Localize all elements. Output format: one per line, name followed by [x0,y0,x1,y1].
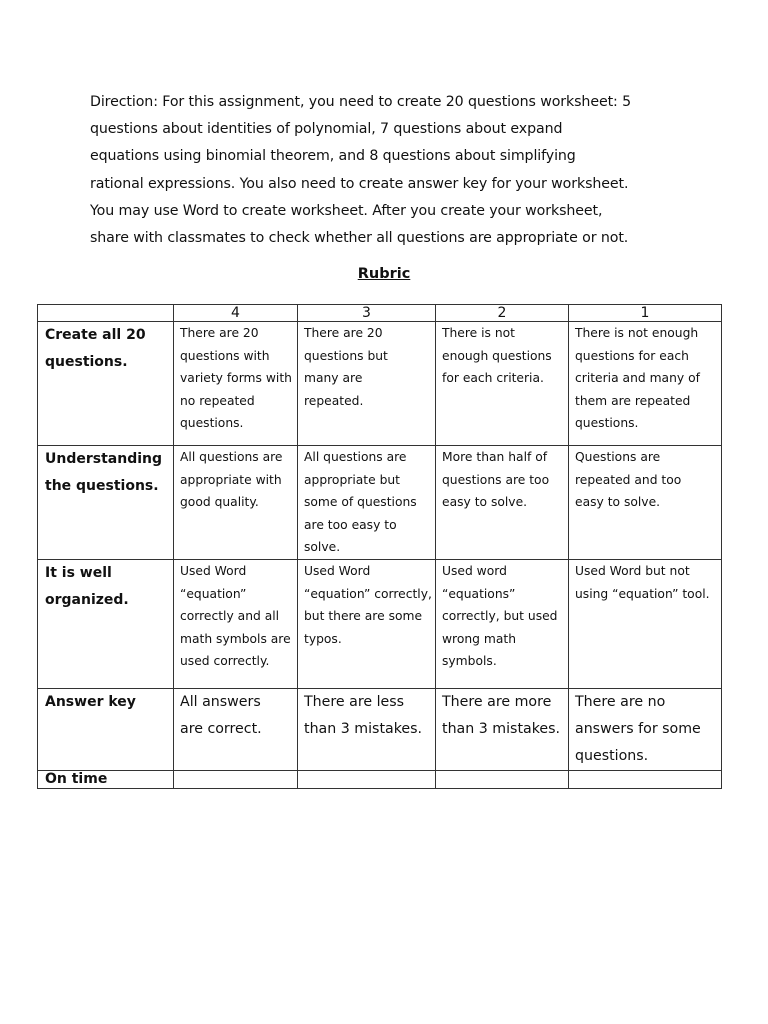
rubric-cell [174,688,298,770]
rubric-cell [569,559,722,688]
criterion-label: It is well organized. [45,564,129,608]
rubric-cell-text: There are less than 3 mistakes. [304,693,423,737]
rubric-cell [569,688,722,770]
rubric-cell-empty [569,770,722,788]
rubric-cell-text: There are 20 questions but many are repeated. [304,326,388,408]
rubric-cell [174,559,298,688]
rubric-cell-empty [298,770,436,788]
header-cell-criteria [38,305,174,322]
rubric-cell-empty [174,770,298,788]
rubric-cell-text: There is not enough questions for each criteria. [442,326,552,386]
rubric-row [38,559,722,688]
rubric-cell [436,559,569,688]
direction-line: equations using binomial theorem, and 8 questions about simplifying [90,148,576,165]
rubric-cell-text: There is not enough questions for each criteria and many of them are repeated questions. [575,326,700,431]
rubric-cell-text: Used word “equations” correctly, but used wrong math symbols. [442,563,558,669]
rubric-cell-text: There are no answers for some questions. [575,693,701,764]
criterion-label: Answer key [45,693,136,710]
rubric-row [38,688,722,770]
rubric-cell [298,446,436,560]
rubric-cell-text: More than half of questions are too easy to solve. [442,450,550,510]
rubric-cell [436,322,569,446]
rubric-cell [569,322,722,446]
rubric-row [38,446,722,560]
criterion-cell [38,770,174,788]
criterion-cell [38,446,174,560]
direction-line: questions about identities of polynomial, 7 questions about expand [90,121,563,138]
rubric-table [37,304,722,789]
rubric-row [38,770,722,788]
rubric-cell [569,446,722,560]
rubric-cell [298,322,436,446]
direction-line: share with classmates to check whether all questions are appropriate or not. [90,230,629,247]
rubric-cell [436,688,569,770]
header-cell-score-4: 4 [174,305,298,322]
rubric-cell-text: There are 20 questions with variety forms with no repeated questions. [180,326,292,431]
rubric-cell-text: Used Word “equation” correctly, but there are some typos. [304,563,432,646]
rubric-cell-text: All questions are appropriate but some of questions are too easy to solve. [304,450,417,555]
rubric-cell-empty [436,770,569,788]
criterion-cell [38,688,174,770]
rubric-row [38,322,722,446]
rubric-cell-text: Used Word but not using “equation” tool. [575,563,710,601]
rubric-cell [174,446,298,560]
rubric-cell [436,446,569,560]
rubric-cell [298,559,436,688]
criterion-label: On time [45,770,108,787]
direction-paragraph [90,89,690,252]
rubric-cell [298,688,436,770]
rubric-cell-text: Questions are repeated and too easy to solve. [575,450,682,510]
rubric-cell-text: All questions are appropriate with good quality. [180,450,283,510]
rubric-cell-text: Used Word “equation” correctly and all math symbols are used correctly. [180,563,291,669]
criterion-cell [38,559,174,688]
rubric-header-row [38,305,722,322]
criterion-label: Understanding the questions. [45,451,163,494]
criterion-cell [38,322,174,446]
header-cell-score-1: 1 [569,305,722,322]
rubric-title: Rubric [357,266,411,282]
direction-line: Direction: For this assignment, you need to create 20 questions worksheet: 5 [90,94,632,110]
direction-line: You may use Word to create worksheet. After you create your worksheet, [90,202,603,219]
rubric-cell-text: There are more than 3 mistakes. [442,693,561,737]
direction-line: rational expressions. You also need to create answer key for your worksheet. [90,175,629,192]
rubric-cell [174,322,298,446]
rubric-cell-text: All answers are correct. [180,693,262,737]
header-cell-score-2: 2 [436,305,569,322]
criterion-label: Create all 20 questions. [45,327,146,370]
header-cell-score-3: 3 [298,305,436,322]
